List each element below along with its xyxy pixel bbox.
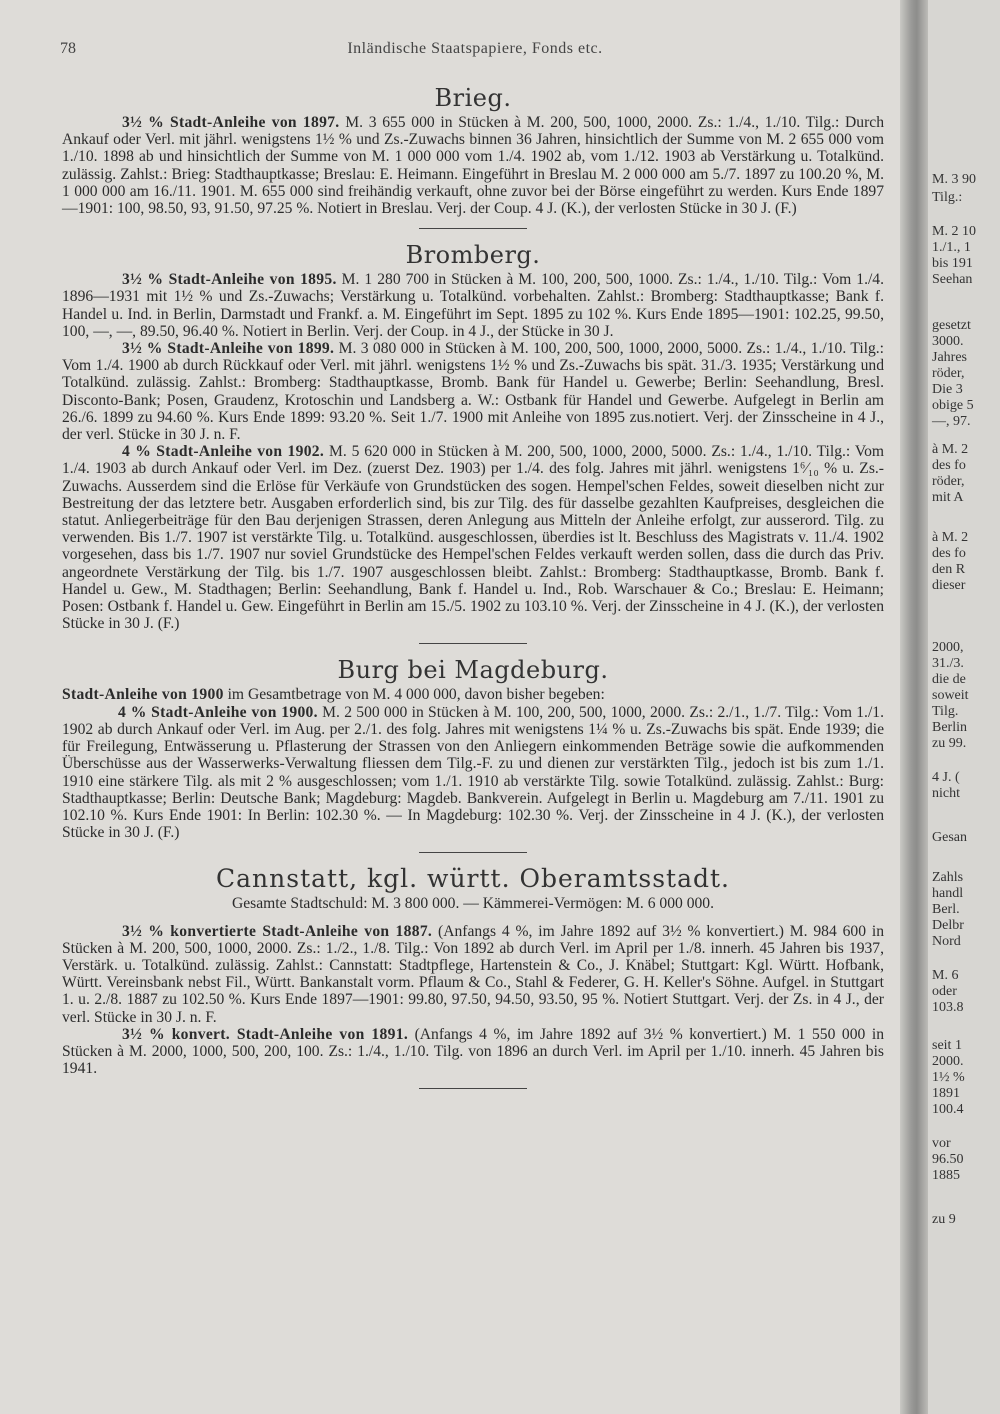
right-page-fragment: 1./1., 1 bbox=[932, 240, 971, 255]
page-header bbox=[60, 40, 890, 64]
book-gutter bbox=[900, 0, 928, 1414]
loan-text: M. 5 620 000 in Stücken à M. 200, 500, 1000, 2000, 5000. Zs.: 1./4., 1./10. Tilg.: Vom 1./4. 1903 ab durch Ankauf oder Verl. im Dez. (zuerst Dez. 1903) per 1./4. des folg. Jahres mit jährl. wenigstens 1⁶⁄₁₀ % u. Zs.-Zuwachs. Ausserdem sind die Erlöse für Verkäufe von Grundstücken des sogen. Hempel'schen Feldes, soweit dieselben nicht zur Bestreitung der das letztere betr. Ausgaben erforderlich sind, bis zur Tilg. des für dasselbe gezahlten Kaufpreises, desgleichen die statut. Anliegerbeiträge für den Bau derjenigen Strassen, deren Anlegung aus Mitteln der Anleihe erfolgt, zur ausserord. Tilg. zu verwenden. Bis 1./7. 1907 ist verstärkte Tilg. u. Totalkünd. ausgeschlossen, überdies ist lt. Beschluss des Magistrats v. 11./4. 1902 vorgesehen, dass bis 1./7. 1907 nur soviel Grundstücke des Hempel'schen Feldes verkauft werden sollen, dass die durch das Priv. angeordnete Verstärkung der Tilg. bis 1./7. 1907 ausgeschlossen bleibt. Zahlst.: Bromberg: Stadthauptkasse, Bromb. Bank f. Handel u. Gew., M. Stadthagen; Berlin: Seehandlung, Bank f. Handel u. Ind., Rob. Warschauer & Co.; Breslau: E. Heimann; Posen: Ostbank f. Handel u. Gew. Eingeführt in Berlin am 15./5. 1902 zu 103.10 %. Verj. der Zinsscheine in 4 J. (K.), der verlosten Stücke in 30 J. (F.) bbox=[62, 443, 884, 633]
right-page-fragment: Gesan bbox=[932, 830, 967, 845]
right-page-fragment: 1½ % bbox=[932, 1070, 965, 1085]
right-page-fragment: oder bbox=[932, 984, 957, 999]
right-page-fragment: 100.4 bbox=[932, 1102, 964, 1117]
right-page-fragment: mit A bbox=[932, 490, 964, 505]
right-page-fragment: M. 6 bbox=[932, 968, 959, 983]
book-page-right-edge bbox=[928, 0, 1000, 1414]
right-page-fragment: handl bbox=[932, 886, 964, 901]
right-page-fragment: zu 9 bbox=[932, 1212, 956, 1227]
right-page-fragment: bis 191 bbox=[932, 256, 973, 271]
right-page-fragment: des fo bbox=[932, 546, 966, 561]
right-page-fragment: den R bbox=[932, 562, 966, 577]
loan-text: M. 2 500 000 in Stücken à M. 100, 200, 500, 1000, 2000. Zs.: 2./1., 1./7. Tilg.: Vom 1./1. 1902 ab durch Ankauf oder Verl. im Aug. per 2./1. des folg. Jahres mit wenigstens 1¼ % u. Zs.-Zuwachs bis spät. Ende 1939; die für Freilegung, Entwässerung u. Pflasterung der Strassen von den Anliegern einkommenden Beträge sowie die aufkommenden Überschüsse aus der Wasserwerks-Verwaltung fliessen dem Tilg.-F. zu und dienen zur verstärkten Tilg., jedoch ist bis zum 1./1. 1910 eine stärkere Tilg. als mit 2 % ausgeschlossen; vom 1./1. 1910 ab verstärkte Tilg. sowie Totalkünd. zulässig. Zahlst.: Burg: Stadthauptkasse; Berlin: Deutsche Bank; Magdeburg: Magdeb. Bankverein. Aufgelegt in Berlin u. Magdeburg am 7./11. 1901 zu 102.10 %. Kurs Ende 1901: In Berlin: 102.30 %. — In Magdeburg: 102.30 %. Verj. der Zinsscheine in 4 J. (K.), der verlosten Stücke in 30 J. (F.) bbox=[62, 703, 884, 842]
loan-title: 3½ % konvertierte Stadt-Anleihe von 1887. bbox=[122, 922, 433, 940]
loan-text: im Gesamtbetrage von M. 4 000 000, davon bisher begeben: bbox=[223, 686, 605, 704]
loan-text: M. 1 280 700 in Stücken à M. 100, 200, 500, 1000. Zs.: 1./4., 1./10. Tilg.: Vom 1./4. 1896—1931 mit 1½ % und Zs.-Zuwachs; Verstärkung u. Totalkünd. vorbehalten. Zahlst.: Bromberg: Stadthauptkasse; Bank f. Handel u. Ind. in Berlin, Darmstadt und Frankf. a. M. Eingeführt im Sept. 1895 zu 102 %. Kurs Ende 1895—1901: 102.25, 99.50, 100, —, —, 89.50, 96.40 %. Notiert in Berlin. Verj. der Coup. in 4 J., der Stücke in 30 J. bbox=[62, 271, 884, 340]
loan-text: (Anfangs 4 %, im Jahre 1892 auf 3½ % konvertiert.) M. 1 550 000 in Stücken à M. 2000, 1000, 500, 200, 100. Zs.: 1./4., 1./10. Tilg. von 1896 an durch Verl. im April per 1./10. innerh. 45 Jahren bis 1941. bbox=[62, 1025, 884, 1078]
right-page-fragment: Tilg. bbox=[932, 704, 959, 719]
right-page-fragment: vor bbox=[932, 1136, 951, 1151]
loan-entry bbox=[62, 443, 884, 632]
loan-entry bbox=[62, 686, 884, 703]
right-page-fragment: Nord bbox=[932, 934, 961, 949]
right-page-fragment: 1891 bbox=[932, 1086, 960, 1101]
right-page-fragment: à M. 2 bbox=[932, 442, 969, 457]
city-heading-brieg: Brieg. bbox=[434, 84, 512, 112]
right-page-fragment: nicht bbox=[932, 786, 960, 801]
loan-entry bbox=[62, 704, 884, 842]
loan-text: M. 3 080 000 in Stücken à M. 100, 200, 500, 1000, 2000, 5000. Zs.: 1./4., 1./10. Tilg.: Vom 1./4. 1900 ab durch Rückkauf oder Verl. mit jährl. wenigstens 1½ % und Zs.-Zuwachs bis spät. 31./3. 1935; Verstärkung und Totalkünd. zulässig. Zahlst.: Bromberg: Stadthauptkasse, Bromb. Bank für Handel u. Gewerbe; Berlin: Seehandlung, Bresl. Disconto-Bank; Posen, Graudenz, Krotoschin und Landsberg a. W.: Ostbank für Handel und Gewerbe. Aufgelegt in Berlin am 26./6. 1899 zu 94.60 %. Kurs Ende 1899: 93.20 %. Seit 1./7. 1900 mit Anleihe von 1895 zus.notiert. Verj. der Zinsscheine in 4 J., der verl. Stücke in 30 J. n. F. bbox=[62, 340, 885, 444]
right-page-fragment: zu 99. bbox=[932, 736, 967, 751]
loan-text: (Anfangs 4 %, im Jahre 1892 auf 3½ % konvertiert.) M. 984 600 in Stücken à M. 200, 500, 1000, 2000. Zs.: 1./2., 1./8. Tilg.: Von 1892 ab durch Verl. im April per 1./8. innerh. 45 Jahren bis 1937, Verstärk. u. Totalkünd. zulässig. Zahlst.: Cannstatt: Stadtpflege, Hartenstein & Co., J. Knäbel; Stuttgart: Kgl. Württ. Hofbank, Württ. Vereinsbank nebst Fil., Württ. Bankanstalt vorm. Pflaum & Co., Stahl & Federer, G. H. Keller's Söhne. Aufgel. in Stuttgart 1. u. 2./8. 1887 zu 102.50 %. Kurs Ende 1897—1901: 99.80, 97.50, 94.50, 93.50, 95 %. Notiert Stuttgart. Verj. der Zs. in 4 J., der verl. Stücke in 30 J. n. F. bbox=[62, 922, 884, 1026]
right-page-fragment: röder, bbox=[932, 366, 965, 381]
page-number: 78 bbox=[60, 40, 76, 57]
loan-title: Stadt-Anleihe von 1900 bbox=[62, 686, 224, 704]
right-page-fragment: M. 2 10 bbox=[932, 224, 976, 239]
right-page-fragment: dieser bbox=[932, 578, 966, 593]
loan-title: 4 % Stadt-Anleihe von 1902. bbox=[122, 443, 325, 461]
right-page-fragment: Berlin bbox=[932, 720, 967, 735]
right-page-fragment: 31./3. bbox=[932, 656, 964, 671]
loan-title: 3½ % Stadt-Anleihe von 1897. bbox=[122, 114, 340, 131]
right-page-fragment: 3000. bbox=[932, 334, 964, 349]
loan-entry bbox=[62, 1026, 884, 1078]
right-page-fragment: gesetzt bbox=[932, 318, 971, 333]
section-divider bbox=[419, 643, 527, 644]
loan-entry bbox=[62, 114, 884, 217]
text-column bbox=[62, 82, 884, 1099]
right-page-fragment: —, 97. bbox=[932, 414, 971, 429]
right-page-fragment: röder, bbox=[932, 474, 965, 489]
right-page-fragment: 2000. bbox=[932, 1054, 964, 1069]
loan-title: 3½ % konvert. Stadt-Anleihe von 1891. bbox=[122, 1025, 409, 1043]
section-divider bbox=[419, 228, 527, 229]
city-heading-bromberg: Bromberg. bbox=[405, 241, 541, 270]
section-divider bbox=[419, 852, 527, 853]
right-page-fragment: Zahls bbox=[932, 870, 964, 885]
loan-entry bbox=[62, 271, 884, 340]
right-page-fragment: Die 3 bbox=[932, 382, 963, 397]
right-page-fragment: obige 5 bbox=[932, 398, 974, 413]
right-page-fragment: à M. 2 bbox=[932, 530, 969, 545]
right-page-fragment: M. 3 90 bbox=[932, 172, 976, 187]
right-page-fragment: soweit bbox=[932, 688, 969, 703]
right-page-fragment: 2000, bbox=[932, 640, 964, 655]
right-page-fragment: Seehan bbox=[932, 272, 973, 287]
right-page-fragment: des fo bbox=[932, 458, 966, 473]
section-divider bbox=[419, 1088, 527, 1089]
right-page-fragment: seit 1 bbox=[932, 1038, 962, 1053]
right-page-fragment: 1885 bbox=[932, 1168, 960, 1183]
loan-title: 3½ % Stadt-Anleihe von 1895. bbox=[122, 271, 337, 289]
loan-title: 4 % Stadt-Anleihe von 1900. bbox=[118, 703, 318, 721]
loan-text: M. 3 655 000 in Stücken à M. 200, 500, 1000, 2000. Zs.: 1./4., 1./10. Tilg.: Durch Ankauf oder Verl. mit jährl. wenigstens 1½ % und Zs.-Zuwachs binnen 36 Jahren, hinsichtlich der Summe von M. 2 655 000 vom 1./10. 1898 ab und hinsichtlich der Summe von M. 1 000 000 vom 1./4. 1902 ab, vom 1./12. 1903 ab Verstärkung u. Totalkünd. zulässig. Zahlst.: Brieg: Stadthauptkasse; Breslau: E. Heimann. Eingeführt in Breslau M. 2 000 000 am 5./7. 1897 zu 100.20 %, M. 1 000 000 am 16./11. 1901. M. 655 000 sind freihändig verkauft, ohne zuvor bei der Börse eingeführt zu werden. Kurs Ende 1897—1901: 100, 98.50, 93, 91.50, 97.25 %. Notiert in Breslau. Verj. der Coup. 4 J. (K.), der verlosten Stücke in 30 J. (F.) bbox=[62, 114, 885, 218]
loan-entry bbox=[62, 340, 884, 443]
running-title: Inländische Staatspapiere, Fonds etc. bbox=[347, 40, 603, 57]
right-page-fragment: Jahres bbox=[932, 350, 967, 365]
loan-title: 3½ % Stadt-Anleihe von 1899. bbox=[122, 340, 335, 358]
city-heading-burg: Burg bei Magdeburg. bbox=[337, 656, 609, 685]
city-subline: Gesamte Stadtschuld: M. 3 800 000. — Kämmerei-Vermögen: M. 6 000 000. bbox=[231, 895, 715, 913]
right-page-fragment: 4 J. ( bbox=[932, 770, 960, 785]
right-page-fragment: Tilg.: bbox=[932, 190, 963, 205]
right-page-fragment: die de bbox=[932, 672, 966, 687]
right-page-fragment: 103.8 bbox=[932, 1000, 964, 1015]
city-heading-cannstatt: Cannstatt, kgl. württ. Oberamtsstadt. bbox=[216, 864, 730, 894]
loan-entry bbox=[62, 923, 884, 1026]
right-page-fragment: 96.50 bbox=[932, 1152, 964, 1167]
right-page-fragment: Berl. bbox=[932, 902, 960, 917]
right-page-fragment: Delbr bbox=[932, 918, 964, 933]
